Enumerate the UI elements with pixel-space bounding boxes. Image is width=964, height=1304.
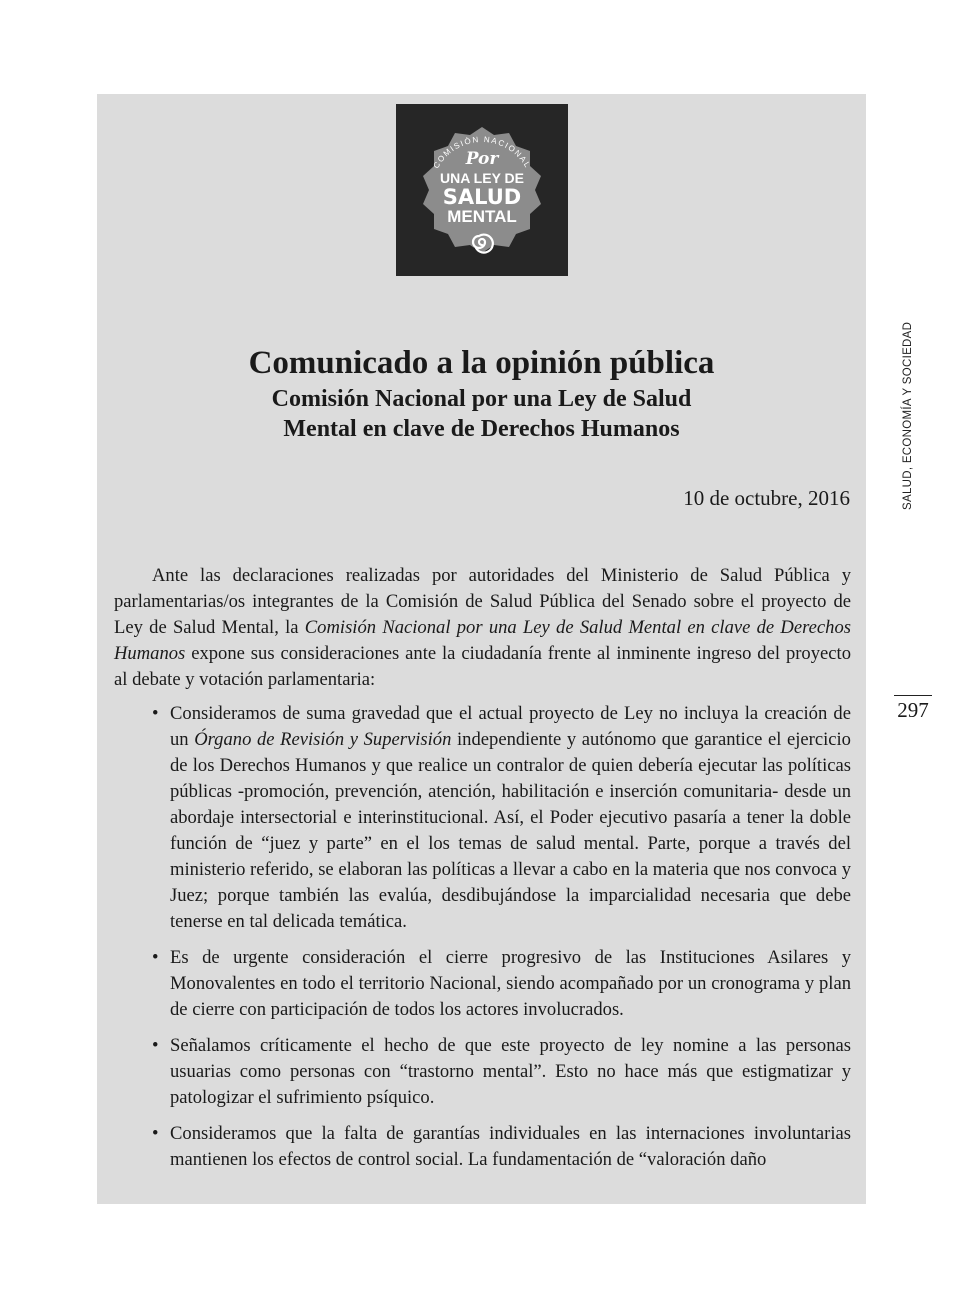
page-subtitle	[97, 384, 866, 444]
bullet-icon: •	[152, 703, 159, 724]
document-date: 10 de octubre, 2016	[683, 486, 850, 510]
logo-por-text: Por	[465, 149, 499, 169]
list-item-italic: Órgano de Revisión y Supervisión	[194, 729, 452, 750]
intro-text-1: Ante las declaraciones realizadas por autoridades del Ministerio de Salud Pública y parlamentarias/os integrantes de la Comisión de Salud Pública del Senado sobre el proyecto de Ley de Salud Mental, la	[114, 565, 851, 638]
section-side-label: SALUD, ECONOMÍA Y SOCIEDAD	[902, 321, 914, 510]
list-item-text: Es de urgente consideración el cierre progresivo de las Instituciones Asilares y Monovalentes en todo el territorio Nacional, siendo acompañado por un cronograma y plan de cierre con participación de todos los actores involucrados.	[170, 947, 851, 1020]
list-item-text: Consideramos que la falta de garantías individuales en las internaciones involuntarias mantienen los efectos de control social. La fundamentación de “valoración daño	[170, 1123, 851, 1170]
logo-line-1: UNA LEY DE	[439, 170, 525, 186]
page-title: Comunicado a la opinión pública	[248, 345, 715, 381]
bullet-icon: •	[152, 1123, 159, 1144]
subtitle-line-1: Comisión Nacional por una Ley de Salud	[271, 386, 692, 412]
list-item	[114, 1121, 851, 1173]
intro-paragraph	[114, 563, 851, 693]
list-item	[114, 701, 851, 935]
list-item-text: Consideramos de suma gravedad que el actual proyecto de Ley no incluya la creación de un	[170, 703, 851, 750]
list-item	[114, 945, 851, 1023]
logo-line-2: SALUD	[442, 185, 522, 209]
page-number: 297	[894, 695, 932, 722]
intro-text-2: expone sus consideraciones ante la ciudadanía frente al inminente ingreso del proyecto al debate y votación parlamentaria:	[114, 643, 851, 690]
list-item	[114, 1033, 851, 1111]
intro-italic: Comisión Nacional por una Ley de Salud Mental en clave de Derechos Humanos	[114, 617, 851, 664]
comision-logo	[396, 104, 568, 276]
bullet-icon: •	[152, 1035, 159, 1056]
bullet-icon: •	[152, 947, 159, 968]
logo-arc-text: COMISIÓN NACIONAL	[431, 134, 533, 171]
logo-line-3: MENTAL	[447, 207, 517, 226]
list-item-text: Señalamos críticamente el hecho de que este proyecto de ley nomine a las personas usuarias como personas con “trastorno mental”. Esto no hace más que estigmatizar y patologizar el sufrimiento psíquico.	[170, 1035, 851, 1108]
document-body	[114, 563, 851, 1183]
subtitle-line-2: Mental en clave de Derechos Humanos	[283, 416, 680, 442]
bullet-list	[114, 701, 851, 1173]
list-item-text: independiente y autónomo que garantice el ejercicio de los Derechos Humanos y que realice un contralor de quien debería ejecutar las políticas públicas -promoción, prevención, atención, habilitación e inserción comunitaria- desde un abordaje intersectorial e interinstitucional. Así, el Poder ejecutivo pasaría a tener la doble función de “juez y parte” en el los temas de salud mental. Parte, porque a través del ministerio referido, se elaboran las políticas a llevar a cabo en la materia que nos convoca y Juez; porque también las evalúa, desdibujándose la imparcialidad necesaria que debe tenerse en tal delicada temática.	[170, 729, 851, 932]
